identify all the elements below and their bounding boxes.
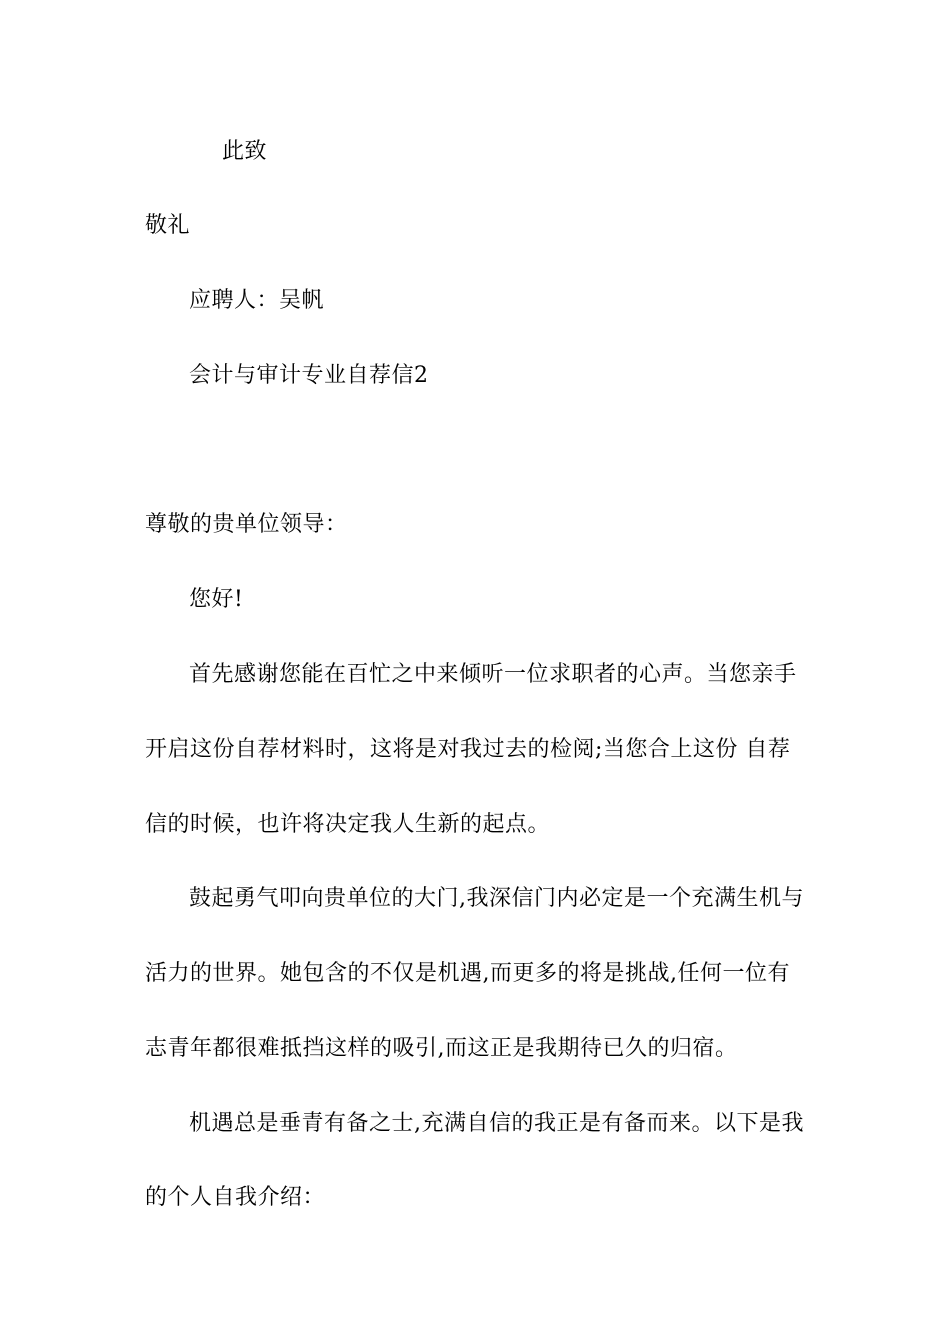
salute-line: 敬礼: [145, 213, 191, 238]
paragraph-1-line-3: 信的时候，也许将决定我人生新的起点。: [145, 812, 551, 837]
paragraph-3-line-1: 机遇总是垂青有备之士,充满自信的我正是有备而来。以下是我: [189, 1111, 804, 1136]
letter-heading: 会计与审计专业自荐信2: [189, 363, 429, 388]
closing-line: 此致: [222, 139, 268, 164]
paragraph-1-line-2: 开启这份自荐材料时，这将是对我过去的检阅;当您合上这份 自荐: [145, 737, 791, 762]
signature-line: 应聘人：吴帆: [189, 288, 325, 313]
paragraph-1-line-1: 首先感谢您能在百忙之中来倾听一位求职者的心声。当您亲手: [189, 662, 797, 687]
paragraph-2-line-1: 鼓起勇气叩向贵单位的大门,我深信门内必定是一个充满生机与: [189, 886, 804, 911]
paragraph-2-line-2: 活力的世界。她包含的不仅是机遇,而更多的将是挑战,任何一位有: [145, 961, 790, 986]
paragraph-3-line-2: 的个人自我介绍：: [145, 1185, 326, 1210]
greeting-line: 尊敬的贵单位领导：: [145, 512, 348, 537]
paragraph-2-line-3: 志青年都很难抵挡这样的吸引,而这正是我期待已久的归宿。: [145, 1036, 738, 1061]
hello-line: 您好!: [189, 587, 244, 612]
